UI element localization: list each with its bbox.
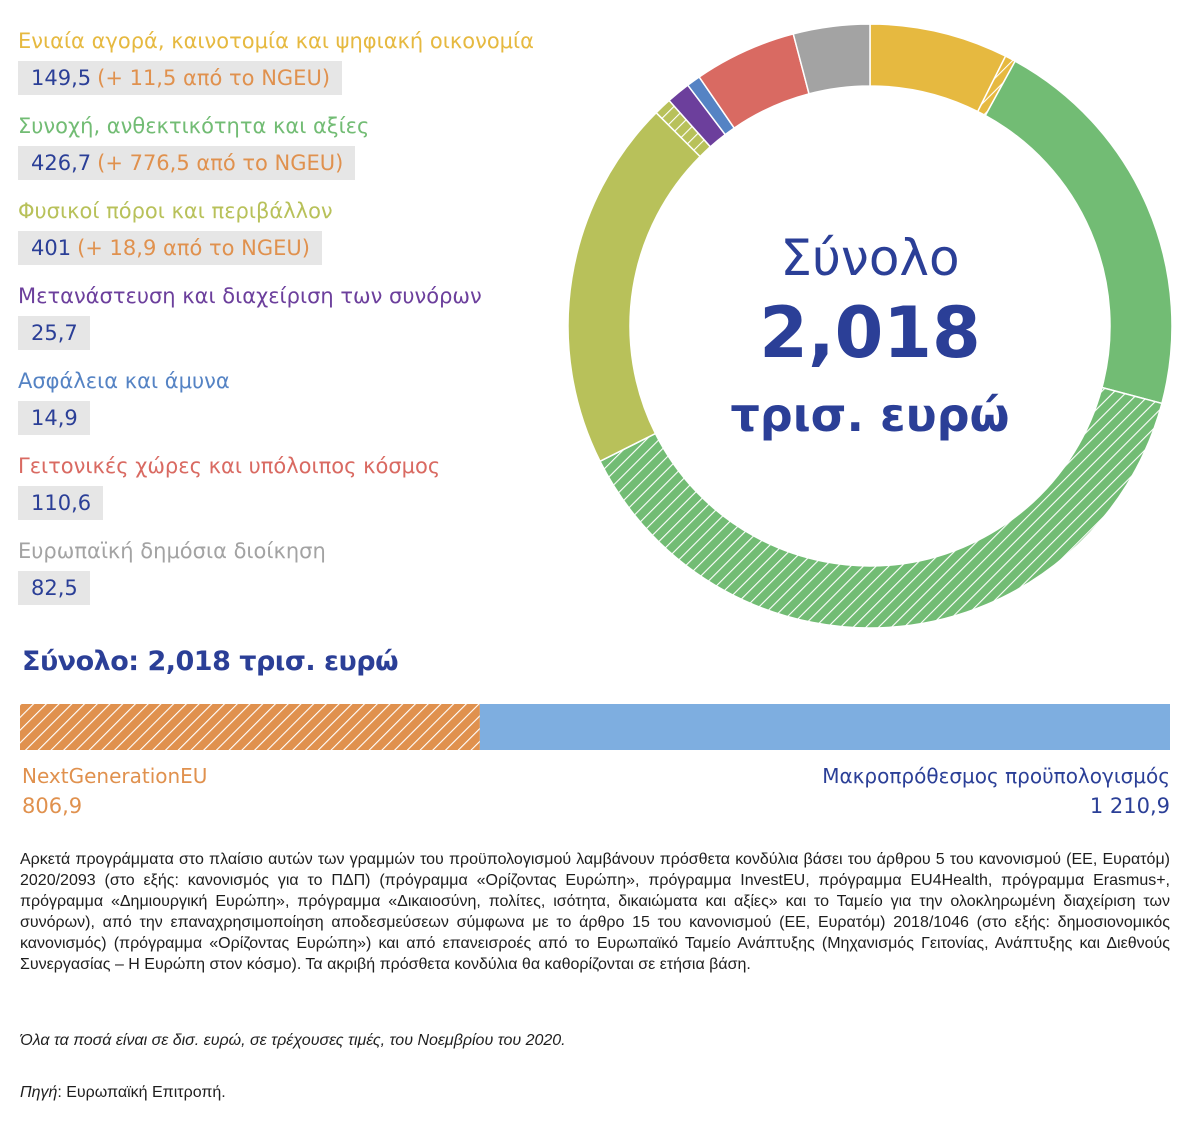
ngeu-label: NextGenerationEU bbox=[22, 764, 208, 788]
legend-value: 426,7 bbox=[31, 151, 92, 175]
source-text: : Ευρωπαϊκή Επιτροπή. bbox=[57, 1084, 226, 1101]
legend-item bbox=[18, 536, 558, 621]
legend-label: Γειτονικές χώρες και υπόλοιπος κόσμος bbox=[18, 454, 441, 478]
donut-center-value: 2,018 bbox=[759, 292, 981, 374]
legend-value: 14,9 bbox=[31, 406, 78, 430]
legend-value-box bbox=[18, 486, 103, 520]
legend-label: Ασφάλεια και άμυνα bbox=[18, 369, 230, 393]
legend-ngeu-extra: (+ 18,9 από το NGEU) bbox=[77, 236, 310, 260]
legend-item bbox=[18, 451, 558, 536]
legend-value: 401 bbox=[31, 236, 72, 260]
long-term-budget-label: Μακροπρόθεσμος προϋπολογισμός bbox=[822, 764, 1170, 788]
legend-label: Συνοχή, ανθεκτικότητα και αξίες bbox=[18, 114, 370, 138]
legend-item bbox=[18, 196, 558, 281]
legend-ngeu-extra: (+ 776,5 από το NGEU) bbox=[97, 151, 344, 175]
legend-value: 110,6 bbox=[31, 491, 92, 515]
total-stacked-bar bbox=[20, 704, 1170, 750]
amounts-note: Όλα τα ποσά είναι σε δισ. ευρώ, σε τρέχουσες τιμές, του Νοεμβρίου του 2020. bbox=[20, 1032, 566, 1049]
legend-value-box bbox=[18, 231, 322, 265]
legend-value: 82,5 bbox=[31, 576, 78, 600]
donut-center-unit: τρισ. ευρώ bbox=[730, 388, 1010, 442]
donut-center-label: Σύνολο bbox=[780, 229, 960, 287]
source-note bbox=[20, 1082, 1170, 1103]
bar-segment-ngeu-hatch bbox=[20, 704, 480, 750]
long-term-budget-value: 1 210,9 bbox=[1089, 794, 1170, 818]
ngeu-value: 806,9 bbox=[22, 794, 83, 818]
footnote-text: Αρκετά προγράμματα στο πλαίσιο αυτών των γραμμών του προϋπολογισμού λαμβάνουν πρόσθετα κονδύλια βάσει του άρθρου 5 του κανονισμού (ΕΕ, Ευρατόμ) 2020/2093 (στο εξής: κανονισμός για το ΠΔΠ) (πρόγραμμα «Ορίζοντας Ευρώπη», πρόγραμμα InvestEU, πρόγραμμα EU4Health, πρόγραμμα Erasmus+, πρόγραμμα «Δημιουργική Ευρώπη», πρόγραμμα «Δικαιοσύνη, πολίτες, ισότητα, δικαιώματα και αξίες» και το Ταμείο για την ολοκληρωμένη διαχείριση των συνόρων), από την επαναχρησιμοποίηση αποδεσμεύσεων σύμφωνα με το άρθρο 15 του κανονισμού (ΕΕ, Ευρατόμ) 2018/1046 (στο εξής: δημοσιονομικός κανονισμός) (πρόγραμμα «Ορίζοντας Ευρώπη») και από επανεισροές από το Ευρωπαϊκό Ταμείο Ανάπτυξης (Μηχανισμός Γειτονίας, Ανάπτυξης και Διεθνούς Συνεργασίας – Η Ευρώπη στον κόσμο). Τα ακριβή πρόσθετα κονδύλια θα καθορίζονται σε ετήσια βάση. bbox=[20, 851, 1170, 973]
total-title: Σύνολο: 2,018 τρισ. ευρώ bbox=[22, 646, 399, 677]
legend-value-box bbox=[18, 146, 355, 180]
legend-label: Ενιαία αγορά, καινοτομία και ψηφιακή οικονομία bbox=[18, 29, 534, 53]
legend-label: Μετανάστευση και διαχείριση των συνόρων bbox=[18, 284, 482, 308]
bar-segment-budget bbox=[480, 704, 1170, 750]
source-label: Πηγή bbox=[20, 1084, 58, 1101]
legend-value-box bbox=[18, 401, 90, 435]
footnote bbox=[20, 849, 1170, 975]
legend-item bbox=[18, 281, 558, 366]
legend bbox=[18, 26, 558, 621]
legend-value: 149,5 bbox=[31, 66, 92, 90]
legend-label: Φυσικοί πόροι και περιβάλλον bbox=[18, 199, 333, 223]
legend-item bbox=[18, 366, 558, 451]
legend-value: 25,7 bbox=[31, 321, 78, 345]
legend-item bbox=[18, 111, 558, 196]
legend-value-box bbox=[18, 571, 90, 605]
legend-value-box bbox=[18, 316, 90, 350]
legend-ngeu-extra: (+ 11,5 από το NGEU) bbox=[97, 66, 331, 90]
legend-label: Ευρωπαϊκή δημόσια διοίκηση bbox=[18, 539, 326, 563]
legend-value-box bbox=[18, 61, 342, 95]
legend-item bbox=[18, 26, 558, 111]
